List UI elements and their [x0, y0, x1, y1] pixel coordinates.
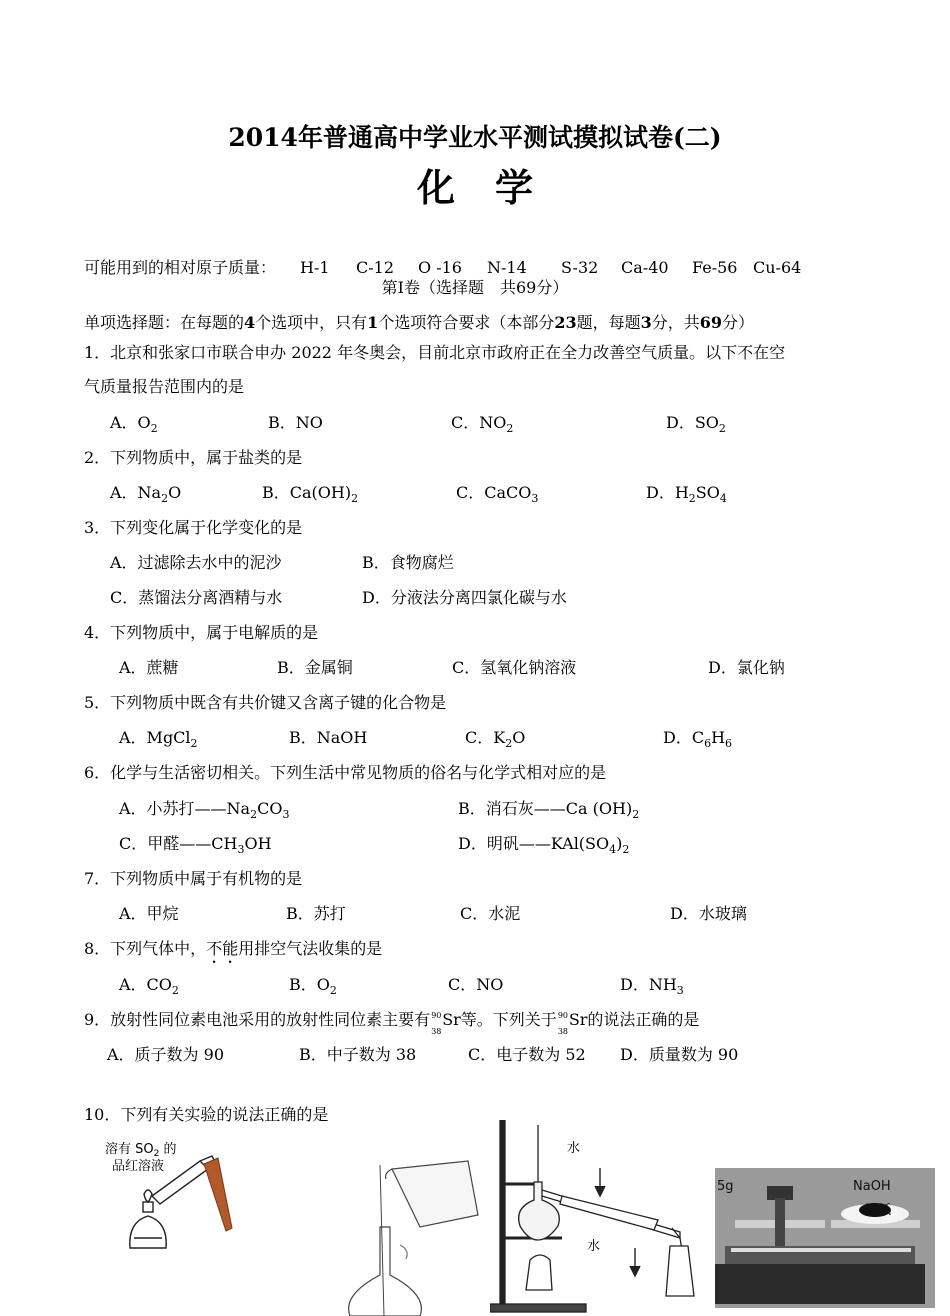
alcohol-lamp-icon	[526, 1255, 552, 1290]
atomic-mass-s: S-32	[561, 258, 599, 277]
q1-option-b: B．NO	[268, 413, 323, 432]
page-title: 2014年普通高中学业水平测试摸拟试卷(二)	[228, 123, 722, 152]
atomic-mass-o: O -16	[418, 258, 462, 277]
q2-option-d: D．$H_2SO_4$	[646, 483, 727, 505]
atomic-mass-h: H-1	[300, 258, 330, 277]
fig4-post-top	[767, 1186, 793, 1200]
q2-stem: 2．下列物质中，属于盐类的是	[84, 448, 303, 467]
q7-option-b: B．苏打	[286, 904, 346, 923]
q8-option-a: A．$CO_2$	[119, 975, 179, 997]
q2-option-b: B．$Ca(OH)_2$	[262, 483, 359, 505]
q4-option-b: B．金属铜	[277, 658, 353, 677]
q3-option-b: B．食物腐烂	[362, 553, 454, 572]
q3-option-d: D．分液法分离四氯化碳与水	[362, 588, 567, 607]
fig3-round-flask	[519, 1182, 560, 1240]
q10-stem: 10．下列有关实验的说法正确的是	[84, 1105, 329, 1124]
atomic-mass-ca: Ca-40	[621, 258, 669, 277]
q8-option-b: B．$O_2$	[289, 975, 337, 997]
subject-title: 化学	[416, 165, 573, 210]
fig3-water-inlet-label: 水	[567, 1141, 581, 1156]
instructions: 单项选择题：在每题的4个选项中，只有1个选项符合要求（本部分23题，每题3分，共69分）	[84, 313, 755, 332]
q1-stem-line2: 气质量报告范围内的是	[84, 377, 245, 396]
q4-stem: 4．下列物质中，属于电解质的是	[84, 623, 319, 642]
q9-option-a: A．质子数为 90	[107, 1045, 225, 1064]
q7-option-a: A．甲烷	[119, 904, 179, 923]
fig3-conical-flask	[666, 1246, 694, 1296]
fig2-beaker	[392, 1161, 478, 1227]
part-title: 第Ⅰ卷（选择题 共69分）	[381, 278, 569, 297]
fig3-arrow-in-icon	[595, 1168, 605, 1196]
q2-option-a: A．$Na_2O$	[110, 483, 182, 505]
q1-stem-line1: 1．北京和张家口市联合申办 2022 年冬奥会，目前北京市政府正在全力改善空气质量。以下不在空	[84, 343, 786, 362]
q5-stem: 5．下列物质中既含有共价键又含离子键的化合物是	[84, 693, 447, 712]
fig3-stand-rod	[500, 1120, 505, 1310]
q2-option-c: C．CaCO$_3$	[456, 483, 539, 505]
q1-option-a: A．$O_2$	[110, 413, 158, 435]
q8-stem: 8．下列气体中，不能用排空气法收集的是	[84, 939, 383, 958]
q5-option-a: A．MgCl$_2$	[119, 728, 198, 750]
isotope-sr-2: 90 38	[557, 1011, 568, 1036]
atomic-mass-c: C-12	[356, 258, 395, 277]
q6-option-b: B．消石灰——Ca $(OH)_2$	[458, 799, 640, 821]
atomic-mass-fe: Fe-56	[692, 258, 738, 277]
fig2-glass-rod	[380, 1165, 384, 1316]
q8-emphasis: 不能	[206, 939, 239, 958]
q5-option-b: B．NaOH	[289, 728, 368, 747]
q6-stem: 6．化学与生活密切相关。下列生活中常见物质的俗名与化学式相对应的是	[84, 763, 607, 782]
isotope-sr-1: 90 38	[431, 1011, 442, 1036]
q8-option-c: C．NO	[448, 975, 504, 994]
q3-stem: 3．下列变化属于化学变化的是	[84, 518, 303, 537]
q7-option-d: D．水玻璃	[670, 904, 747, 923]
q9-stem: 9．放射性同位素电池采用的放射性同位素主要有 90 38 Sr等。下列关于 90 38 Sr的说法正确的是	[84, 1010, 700, 1036]
fig3-arrow-out-icon	[630, 1248, 640, 1276]
fig3-stand-base	[490, 1304, 586, 1312]
fig2-flask	[349, 1227, 422, 1316]
q3-option-a: A．过滤除去水中的泥沙	[110, 553, 282, 572]
fig1-label-line2: 品红溶液	[112, 1159, 165, 1174]
atomic-mass-cu: Cu-64	[753, 258, 802, 277]
q9-option-c: C．电子数为 52	[468, 1045, 586, 1064]
fig1-clamp-rod	[204, 1158, 232, 1231]
q4-option-c: C．氢氧化钠溶液	[452, 658, 577, 677]
q4-option-d: D．氯化钠	[708, 658, 785, 677]
fig4-weight-label: 5g	[717, 1179, 734, 1194]
atomic-mass-n: N-14	[487, 258, 527, 277]
fig4-paper-label: 滤纸	[865, 1203, 892, 1218]
atomic-masses-label: 可能用到的相对原子质量：	[84, 258, 277, 277]
fig1-label-line1: 溶有 $SO_2$ 的	[105, 1142, 177, 1159]
q3-option-c: C．蒸馏法分离酒精与水	[110, 588, 283, 607]
figure-distillation-apparatus	[490, 1120, 700, 1316]
q1-option-d: D．$SO_2$	[666, 413, 726, 435]
q6-option-d: D．明矾$——KAl(SO_4)_2$	[458, 834, 630, 856]
q4-option-a: A．蔗糖	[119, 658, 179, 677]
q6-option-a: A．小苏打$——Na_2CO_3$	[119, 799, 290, 821]
fig4-base	[715, 1264, 925, 1304]
figure-volumetric-flask	[340, 1155, 500, 1316]
fig4-naoh-label: NaOH	[853, 1179, 891, 1194]
fig3-water-outlet-label: 水	[587, 1239, 601, 1254]
q9-option-d: D．质量数为 90	[620, 1045, 739, 1064]
fig3-condenser-jacket	[560, 1196, 658, 1230]
figure-heating-test-tube	[100, 1136, 250, 1256]
q1-option-c: C．$NO_2$	[451, 413, 514, 435]
q5-option-d: D．$C_6H_6$	[663, 728, 733, 750]
q5-option-c: C．$K_2O$	[465, 728, 526, 750]
q6-option-c: C．甲醛$——CH_3OH$	[119, 834, 272, 856]
figure-balance	[715, 1168, 935, 1308]
q8-option-d: D．$NH_3$	[620, 975, 684, 997]
q7-stem: 7．下列物质中属于有机物的是	[84, 869, 303, 888]
q9-option-b: B．中子数为 38	[299, 1045, 417, 1064]
q7-option-c: C．水泥	[460, 904, 521, 923]
